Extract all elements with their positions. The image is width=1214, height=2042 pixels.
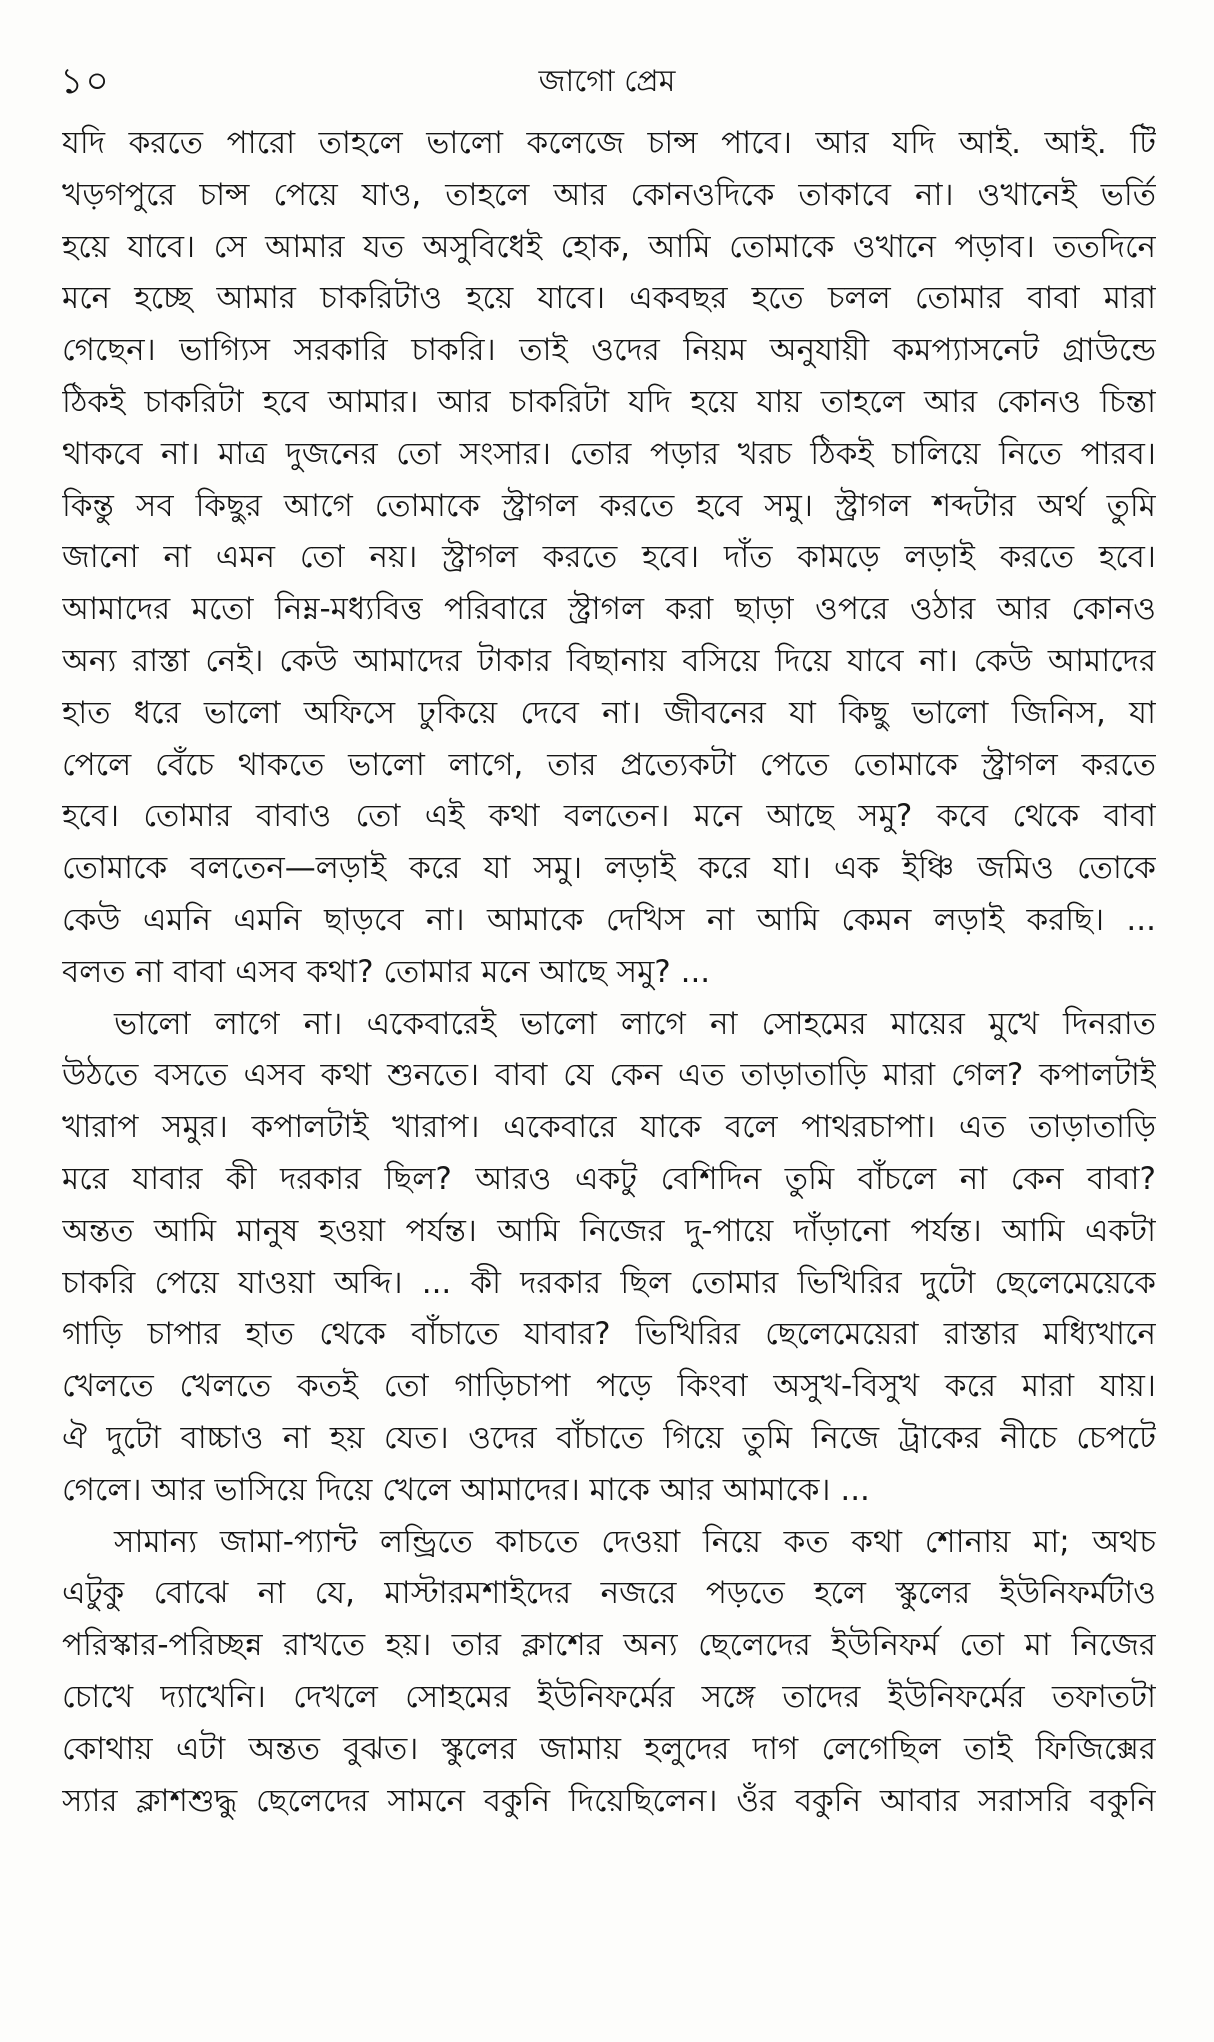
text-line: বলত না বাবা এসব কথা? তোমার মনে আছে সমু? ... xyxy=(62,953,711,990)
paragraph-1 xyxy=(62,118,1156,999)
text-line: আমাদের মতো নিম্ন-মধ্যবিত্ত পরিবারে স্ট্রাগল করা ছাড়া ওপরে ওঠার আর কোনও xyxy=(62,591,1156,628)
paragraph-3 xyxy=(62,1517,1156,1828)
text-line: খেলতে খেলতে কতই তো গাড়িচাপা পড়ে কিংবা অসুখ-বিসুখ করে মারা যায়। xyxy=(62,1368,1156,1405)
page-number: ১০ xyxy=(60,61,111,102)
text-line: গেছেন। ভাগ্যিস সরকারি চাকরি। তাই ওদের নিয়ম অনুযায়ী কমপ্যাসনেট গ্রাউন্ডে xyxy=(62,332,1156,369)
text-line: কোথায় এটা অন্তত বুঝত। স্কুলের জামায় হলুদের দাগ লেগেছিল তাই ফিজিক্সের xyxy=(62,1730,1156,1767)
text-line: চোখে দ্যাখেনি। দেখলে সোহমের ইউনিফর্মের সঙ্গে তাদের ইউনিফর্মের তফাতটা xyxy=(62,1678,1156,1715)
text-line: পেলে বেঁচে থাকতে ভালো লাগে, তার প্রত্যেকটা পেতে তোমাকে স্ট্রাগল করতে xyxy=(62,746,1156,783)
running-title: জাগো প্রেম xyxy=(538,64,676,99)
body-text xyxy=(62,118,1156,1827)
text-line: গাড়ি চাপার হাত থেকে বাঁচাতে যাবার? ভিখিরির ছেলেমেয়েরা রাস্তার মধ্যিখানে xyxy=(62,1316,1156,1353)
text-line: স্যার ক্লাশশুদ্ধু ছেলেদের সামনে বকুনি দিয়েছিলেন। ওঁর বকুনি আবার সরাসরি বকুনি xyxy=(62,1782,1156,1819)
text-line: হয়ে যাবে। সে আমার যত অসুবিধেই হোক, আমি তোমাকে ওখানে পড়াব। ততদিনে xyxy=(62,228,1156,265)
text-line: খড়গপুরে চান্স পেয়ে যাও, তাহলে আর কোনওদিকে তাকাবে না। ওখানেই ভর্তি xyxy=(62,176,1156,213)
text-line: হবে। তোমার বাবাও তো এই কথা বলতেন। মনে আছে সমু? কবে থেকে বাবা xyxy=(62,798,1156,835)
text-line: এটুকু বোঝে না যে, মাস্টারমশাইদের নজরে পড়তে হলে স্কুলের ইউনিফর্মটাও xyxy=(62,1575,1156,1612)
text-line: থাকবে না। মাত্র দুজনের তো সংসার। তোর পড়ার খরচ ঠিকই চালিয়ে নিতে পারব। xyxy=(62,435,1156,472)
text-line: যদি করতে পারো তাহলে ভালো কলেজে চান্স পাবে। আর যদি আই. আই. টি xyxy=(62,125,1156,161)
text-line: কেউ এমনি এমনি ছাড়বে না। আমাকে দেখিস না আমি কেমন লড়াই করছি। ... xyxy=(62,901,1156,938)
paragraph-2 xyxy=(62,999,1156,1517)
text-line: উঠতে বসতে এসব কথা শুনতে। বাবা যে কেন এত তাড়াতাড়ি মারা গেল? কপালটাই xyxy=(62,1057,1156,1094)
text-line: হাত ধরে ভালো অফিসে ঢুকিয়ে দেবে না। জীবনের যা কিছু ভালো জিনিস, যা xyxy=(62,694,1156,731)
text-line: তোমাকে বলতেন—লড়াই করে যা সমু। লড়াই করে যা। এক ইঞ্চি জমিও তোকে xyxy=(62,850,1156,887)
text-line: অন্য রাস্তা নেই। কেউ আমাদের টাকার বিছানায় বসিয়ে দিয়ে যাবে না। কেউ আমাদের xyxy=(62,642,1156,679)
text-line: মনে হচ্ছে আমার চাকরিটাও হয়ে যাবে। একবছর হতে চলল তোমার বাবা মারা xyxy=(62,280,1156,317)
text-line: অন্তত আমি মানুষ হওয়া পর্যন্ত। আমি নিজের দু-পায়ে দাঁড়ানো পর্যন্ত। আমি একটা xyxy=(62,1212,1156,1249)
text-line: সামান্য জামা-প্যান্ট লন্ড্রিতে কাচতে দেওয়া নিয়ে কত কথা শোনায় মা; অথচ xyxy=(114,1523,1156,1560)
text-line: মরে যাবার কী দরকার ছিল? আরও একটু বেশিদিন তুমি বাঁচলে না কেন বাবা? xyxy=(62,1160,1156,1197)
text-line: জানো না এমন তো নয়। স্ট্রাগল করতে হবে। দাঁত কামড়ে লড়াই করতে হবে। xyxy=(62,539,1156,576)
text-line: গেলে। আর ভাসিয়ে দিয়ে খেলে আমাদের। মাকে আর আমাকে। ... xyxy=(62,1471,870,1508)
text-line: ঠিকই চাকরিটা হবে আমার। আর চাকরিটা যদি হয়ে যায় তাহলে আর কোনও চিন্তা xyxy=(62,383,1156,420)
text-line: চাকরি পেয়ে যাওয়া অব্দি। ... কী দরকার ছিল তোমার ভিখিরির দুটো ছেলেমেয়েকে xyxy=(62,1264,1156,1301)
text-line: কিন্তু সব কিছুর আগে তোমাকে স্ট্রাগল করতে হবে সমু। স্ট্রাগল শব্দটার অর্থ তুমি xyxy=(62,487,1156,524)
text-line: ভালো লাগে না। একেবারেই ভালো লাগে না সোহমের মায়ের মুখে দিনরাত xyxy=(114,1005,1156,1042)
text-line: ঐ দুটো বাচ্চাও না হয় যেত। ওদের বাঁচাতে গিয়ে তুমি নিজে ট্রাকের নীচে চেপটে xyxy=(62,1419,1156,1456)
page-header xyxy=(60,52,1154,112)
text-line: খারাপ সমুর। কপালটাই খারাপ। একেবারে যাকে বলে পাথরচাপা। এত তাড়াতাড়ি xyxy=(62,1109,1156,1146)
text-line: পরিস্কার-পরিচ্ছন্ন রাখতে হয়। তার ক্লাশের অন্য ছেলেদের ইউনিফর্ম তো মা নিজের xyxy=(62,1627,1156,1664)
